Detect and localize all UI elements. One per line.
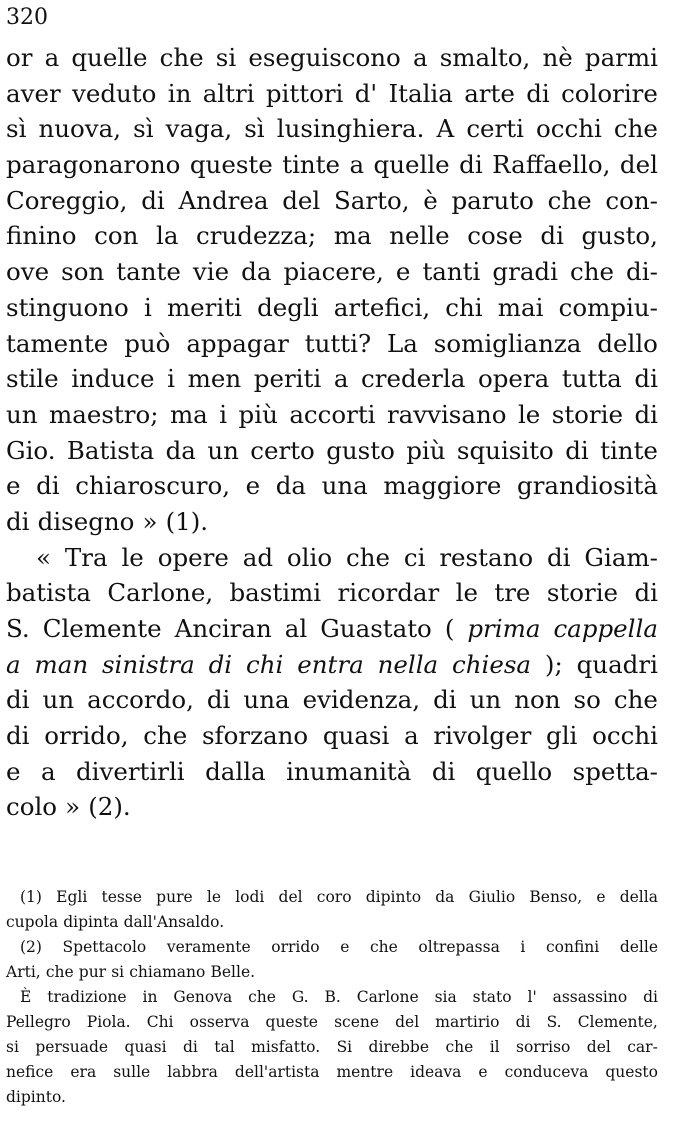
text-line: e di chiaroscuro, e da una maggiore grandiosità [6, 471, 658, 501]
footnote-line: (1) Egli tesse pure le lodi del coro dipinto da Giulio Benso, e della [20, 888, 658, 906]
text-line: sì nuova, sì vaga, sì lusinghiera. A certi occhi che [6, 114, 658, 144]
text-line: e a divertirli dalla inumanità di quello spetta- [6, 756, 658, 786]
text-line: di disegno » (1). [6, 506, 209, 536]
footnote-line: si persuade quasi di tal misfatto. Si direbbe che il sorriso del car- [6, 1038, 658, 1056]
footnote-line: (2) Spettacolo veramente orrido e che oltrepassa i confini delle [20, 938, 658, 956]
text-line: finino con la crudezza; ma nelle cose di gusto, [6, 221, 658, 251]
text-line: un maestro; ma i più accorti ravvisano le storie di [6, 399, 658, 429]
main-text [6, 40, 658, 825]
text-line: paragonarono queste tinte a quelle di Raffaello, del [6, 150, 658, 180]
text-line: or a quelle che si eseguiscono a smalto, nè parmi [6, 43, 658, 72]
text-line: aver veduto in altri pittori d' Italia arte di colorire [6, 78, 658, 108]
footnote-line: dipinto. [6, 1088, 66, 1106]
text-line: « Tra le opere ad olio che ci restano di Giam- [36, 542, 658, 572]
page-number: 320 [6, 5, 48, 30]
text-line: di orrido, che sforzano quasi a rivolger gli occhi [6, 721, 658, 751]
text-line: Gio. Batista da un certo gusto più squisito di tinte [6, 435, 658, 465]
footnote-line: Arti, che pur si chiamano Belle. [6, 963, 256, 981]
text-line: ove son tante vie da piacere, e tanti gradi che di- [6, 257, 658, 287]
text-line: Coreggio, di Andrea del Sarto, è paruto che con- [6, 185, 658, 215]
footnote-line: Pellegro Piola. Chi osserva queste scene del martirio di S. Clemente, [6, 1013, 658, 1031]
footnotes [6, 885, 658, 1110]
text-line: a man sinistra di chi entra nella chiesa ); quadri [6, 649, 658, 679]
text-line: tamente può appagar tutti? La somiglianza dello [6, 328, 658, 358]
text-line: batista Carlone, bastimi ricordar le tre storie di [6, 578, 658, 608]
text-line: S. Clemente Anciran al Guastato ( prima cappella [6, 614, 658, 643]
text-line: colo » (2). [6, 792, 131, 822]
footnote-line: È tradizione in Genova che G. B. Carlone sia stato l' assassino di [20, 988, 658, 1006]
text-line: stinguono i meriti degli artefici, chi mai compiu- [6, 292, 658, 322]
text-line: di un accordo, di una evidenza, di un non so che [6, 685, 658, 715]
footnote-line: cupola dipinta dall'Ansaldo. [6, 913, 225, 931]
footnote-line: nefice era sulle labbra dell'artista mentre ideava e conduceva questo [6, 1063, 658, 1081]
text-line: stile induce i men periti a crederla opera tutta di [6, 364, 658, 394]
